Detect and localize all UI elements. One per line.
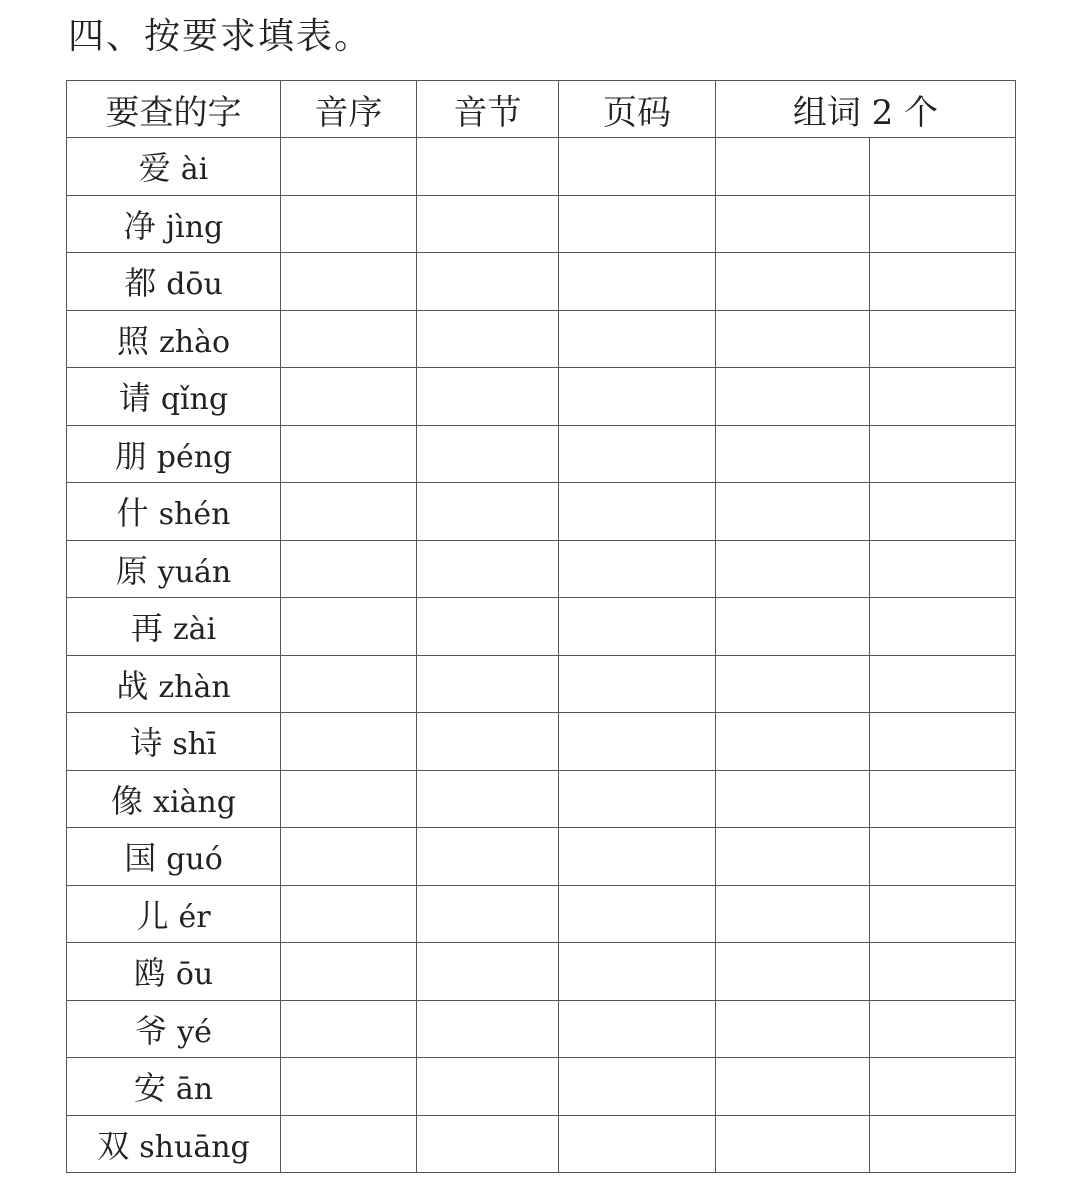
character-cell: [67, 483, 281, 541]
character: 战: [116, 666, 149, 705]
table-row: [67, 713, 1016, 771]
character-cell: [67, 540, 281, 598]
page-cell[interactable]: [559, 828, 716, 886]
table-row: [67, 1115, 1016, 1173]
page-cell[interactable]: [559, 943, 716, 1001]
character-cell: [67, 425, 281, 483]
syllable-cell[interactable]: [417, 828, 559, 886]
pinyin: zhào: [158, 324, 231, 360]
character: 鸥: [133, 954, 166, 993]
pinyin: shuāng: [139, 1129, 250, 1165]
table-row: [67, 368, 1016, 426]
initial-cell[interactable]: [281, 770, 417, 828]
initial-cell[interactable]: [281, 885, 417, 943]
page-cell[interactable]: [559, 1058, 716, 1116]
syllable-cell[interactable]: [417, 943, 559, 1001]
page-cell[interactable]: [559, 1000, 716, 1058]
initial-cell[interactable]: [281, 310, 417, 368]
character: 诗: [130, 724, 163, 763]
word1-cell[interactable]: [716, 1000, 870, 1058]
character: 照: [116, 321, 149, 360]
initial-cell[interactable]: [281, 1058, 417, 1116]
word1-cell[interactable]: [716, 713, 870, 771]
table-row: [67, 828, 1016, 886]
word2-cell[interactable]: [870, 368, 1016, 426]
syllable-cell[interactable]: [417, 1115, 559, 1173]
initial-cell[interactable]: [281, 943, 417, 1001]
character-cell: [67, 828, 281, 886]
page-cell[interactable]: [559, 598, 716, 656]
pinyin: ér: [178, 899, 211, 935]
word1-cell[interactable]: [716, 943, 870, 1001]
word1-cell[interactable]: [716, 483, 870, 541]
page-cell[interactable]: [559, 713, 716, 771]
syllable-cell[interactable]: [417, 598, 559, 656]
table-row: [67, 770, 1016, 828]
syllable-cell[interactable]: [417, 425, 559, 483]
word2-cell[interactable]: [870, 1115, 1016, 1173]
syllable-cell[interactable]: [417, 540, 559, 598]
header-page: 页码: [559, 81, 716, 138]
character: 原: [115, 551, 148, 590]
table-row: [67, 943, 1016, 1001]
header-words: 组词 2 个: [716, 81, 1016, 138]
word1-cell[interactable]: [716, 828, 870, 886]
word2-cell[interactable]: [870, 943, 1016, 1001]
word2-cell[interactable]: [870, 138, 1016, 196]
syllable-cell[interactable]: [417, 1058, 559, 1116]
syllable-cell[interactable]: [417, 1000, 559, 1058]
page-cell[interactable]: [559, 540, 716, 598]
table-row: [67, 540, 1016, 598]
pinyin: péng: [156, 439, 233, 475]
initial-cell[interactable]: [281, 1115, 417, 1173]
word2-cell[interactable]: [870, 885, 1016, 943]
character-cell: [67, 253, 281, 311]
initial-cell[interactable]: [281, 138, 417, 196]
table-row: [67, 310, 1016, 368]
header-row: [67, 81, 1016, 138]
word2-cell[interactable]: [870, 540, 1016, 598]
word2-cell[interactable]: [870, 655, 1016, 713]
character-cell: [67, 770, 281, 828]
word1-cell[interactable]: [716, 1058, 870, 1116]
initial-cell[interactable]: [281, 425, 417, 483]
character: 什: [116, 494, 149, 533]
initial-cell[interactable]: [281, 655, 417, 713]
initial-cell[interactable]: [281, 195, 417, 253]
word2-cell[interactable]: [870, 483, 1016, 541]
word2-cell[interactable]: [870, 310, 1016, 368]
syllable-cell[interactable]: [417, 885, 559, 943]
character-cell: [67, 598, 281, 656]
table-row: [67, 253, 1016, 311]
syllable-cell[interactable]: [417, 713, 559, 771]
pinyin: ài: [180, 152, 209, 188]
table-row: [67, 195, 1016, 253]
character-cell: [67, 368, 281, 426]
character-cell: [67, 713, 281, 771]
word2-cell[interactable]: [870, 598, 1016, 656]
page-cell[interactable]: [559, 655, 716, 713]
word2-cell[interactable]: [870, 425, 1016, 483]
word1-cell[interactable]: [716, 885, 870, 943]
initial-cell[interactable]: [281, 483, 417, 541]
word1-cell[interactable]: [716, 425, 870, 483]
syllable-cell[interactable]: [417, 368, 559, 426]
character: 爱: [138, 149, 171, 188]
page-cell[interactable]: [559, 1115, 716, 1173]
character: 朋: [114, 436, 147, 475]
page-cell[interactable]: [559, 885, 716, 943]
syllable-cell[interactable]: [417, 655, 559, 713]
syllable-cell[interactable]: [417, 770, 559, 828]
character-cell: [67, 138, 281, 196]
character: 国: [124, 839, 157, 878]
character: 像: [111, 781, 144, 820]
character-cell: [67, 1115, 281, 1173]
pinyin: guó: [166, 842, 223, 878]
page-cell[interactable]: [559, 253, 716, 311]
word2-cell[interactable]: [870, 1058, 1016, 1116]
word2-cell[interactable]: [870, 770, 1016, 828]
pinyin: yé: [177, 1014, 212, 1050]
page-cell[interactable]: [559, 770, 716, 828]
pinyin: xiàng: [153, 784, 236, 820]
syllable-cell[interactable]: [417, 483, 559, 541]
table-row: [67, 885, 1016, 943]
table-row: [67, 138, 1016, 196]
syllable-cell[interactable]: [417, 138, 559, 196]
word1-cell[interactable]: [716, 195, 870, 253]
word2-cell[interactable]: [870, 713, 1016, 771]
header-initial: 音序: [281, 81, 417, 138]
word1-cell[interactable]: [716, 598, 870, 656]
pinyin: zài: [172, 612, 217, 648]
character: 儿: [136, 896, 169, 935]
word1-cell[interactable]: [716, 655, 870, 713]
table-row: [67, 483, 1016, 541]
character: 安: [133, 1069, 166, 1108]
word1-cell[interactable]: [716, 310, 870, 368]
word2-cell[interactable]: [870, 1000, 1016, 1058]
initial-cell[interactable]: [281, 368, 417, 426]
header-syllable: 音节: [417, 81, 559, 138]
syllable-cell[interactable]: [417, 253, 559, 311]
word2-cell[interactable]: [870, 195, 1016, 253]
page-cell[interactable]: [559, 368, 716, 426]
character-cell: [67, 1058, 281, 1116]
word1-cell[interactable]: [716, 540, 870, 598]
initial-cell[interactable]: [281, 540, 417, 598]
character: 都: [124, 264, 157, 303]
pinyin: jìng: [165, 209, 224, 245]
word1-cell[interactable]: [716, 1115, 870, 1173]
table-row: [67, 425, 1016, 483]
header-character: 要查的字: [67, 81, 281, 138]
initial-cell[interactable]: [281, 713, 417, 771]
word1-cell[interactable]: [716, 253, 870, 311]
initial-cell[interactable]: [281, 598, 417, 656]
table-row: [67, 1058, 1016, 1116]
pinyin: shén: [158, 497, 231, 533]
character-cell: [67, 655, 281, 713]
character-cell: [67, 885, 281, 943]
pinyin: qǐng: [160, 382, 229, 418]
page-cell[interactable]: [559, 195, 716, 253]
character-cell: [67, 310, 281, 368]
word1-cell[interactable]: [716, 138, 870, 196]
table-row: [67, 1000, 1016, 1058]
page-cell[interactable]: [559, 483, 716, 541]
exercise-title: 四、按要求填表。: [68, 16, 373, 57]
initial-cell[interactable]: [281, 253, 417, 311]
pinyin: yuán: [157, 554, 232, 590]
page-cell[interactable]: [559, 425, 716, 483]
pinyin: zhàn: [158, 669, 231, 705]
initial-cell[interactable]: [281, 828, 417, 886]
table-row: [67, 598, 1016, 656]
syllable-cell[interactable]: [417, 195, 559, 253]
character: 净: [123, 206, 156, 245]
word2-cell[interactable]: [870, 253, 1016, 311]
syllable-cell[interactable]: [417, 310, 559, 368]
page-cell[interactable]: [559, 138, 716, 196]
pinyin: dōu: [166, 267, 223, 303]
word1-cell[interactable]: [716, 368, 870, 426]
character-cell: [67, 195, 281, 253]
page-cell[interactable]: [559, 310, 716, 368]
pinyin: shī: [172, 727, 217, 763]
character: 双: [97, 1126, 130, 1165]
character: 请: [118, 379, 151, 418]
pinyin: ōu: [175, 957, 214, 993]
word2-cell[interactable]: [870, 828, 1016, 886]
character: 再: [130, 609, 163, 648]
character-cell: [67, 943, 281, 1001]
word1-cell[interactable]: [716, 770, 870, 828]
table-row: [67, 655, 1016, 713]
character: 爷: [135, 1011, 168, 1050]
character-cell: [67, 1000, 281, 1058]
initial-cell[interactable]: [281, 1000, 417, 1058]
lookup-table: [66, 80, 1016, 1173]
pinyin: ān: [175, 1072, 214, 1108]
